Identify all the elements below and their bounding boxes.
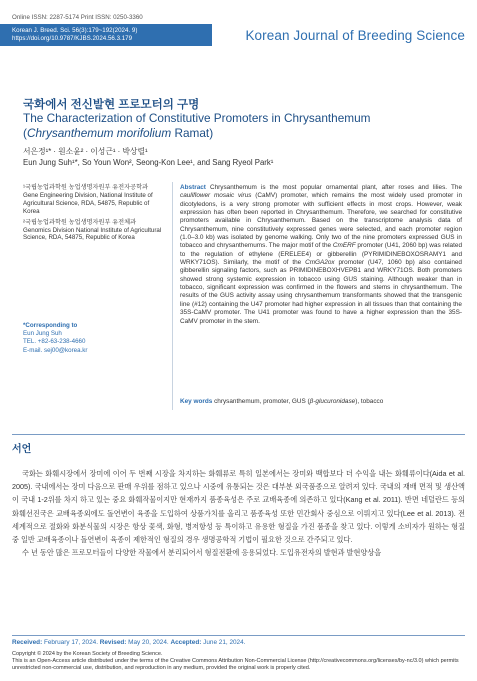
section-divider xyxy=(12,434,465,435)
abstract-italic-2: CmERF xyxy=(332,242,356,250)
introduction-body xyxy=(12,467,465,559)
abstract-text-3: promoter (U41, 2060 bp) was related to the regulation of ethylene (ERELEE4) or gibberellin (PYRIMIDINEBOXOSRAMY1 and WRKY71OS). Similarly, the motif of the xyxy=(180,242,463,267)
authors-korean: 서은정¹* · 원소윤² · 이성근¹ · 박상렬¹ xyxy=(23,147,148,156)
issn-line xyxy=(12,14,143,23)
correspondence-tel: TEL. +82-63-238-4660 xyxy=(23,338,86,346)
title-english-species: Chrysanthemum morifolium xyxy=(26,126,172,140)
title-korean: 국화에서 전신발현 프로모터의 구명 xyxy=(23,99,200,111)
keywords xyxy=(180,398,462,405)
correspondence-name: Eun Jung Suh xyxy=(23,330,62,338)
affiliations xyxy=(23,184,163,245)
keywords-text-2: ), tobacco xyxy=(355,398,384,405)
accepted-label: Accepted: xyxy=(170,639,202,646)
issn-text: Online ISSN: 2287-5174 Print ISSN: 0250-3360 xyxy=(12,14,143,21)
abstract-italic-1: cauliflower mosaic virus xyxy=(180,192,252,200)
correspondence xyxy=(23,322,163,355)
received-date: February 17, 2024. xyxy=(42,639,100,646)
body-paragraph-1: 국화는 화훼시장에서 장미에 이어 두 번째 시장을 차지하는 화훼류로 특히 일본에서는 장미와 백합보다 더 수익을 내는 화훼류이다(Aida et al. 2005). 국내에서는 장미 다음으로 판매 우위를 점하고 있으나 시중에 유통되는 것은 대부분 외국품종으로 알려져 있다. 국내의 재배 면적 및 생산액이 국내 1-2위를 차지 하고 있는 중요 화훼작물이지만 현재까지 품종육성은 주로 교배육종에 의존하고 있다(Kang et al. 2011). 반면 네덜란드 등의 화훼선진국은 교배육종외에도 돌연변이 육종을 도입하여 상품가치를 올리고 품종육성 또한 민간회사 중심으로 이뤄지고 있다(Lee et al. 2013). 전세계적으로 절화와 화분식물의 시장은 항상 꽃색, 화형, 병저항성 등 특이하고 유용한 형질을 가진 품종을 찾고 있다. 이렇게 소비자가 원하는 형질중 일반 교배육종이나 돌연변이 육종이 제한적인 형질의 경우 생명공학적 기법이 필요한 것으로 간주되고 있다. xyxy=(12,469,465,545)
correspondence-label: *Corresponding to xyxy=(23,322,78,329)
affiliation-2: ²국립농업과학원 농업생명자원부 유전체과 Genomics Division National Institute of Agricultural Science, RDA, 54875, Republic of Korea xyxy=(23,218,162,242)
copyright-notice xyxy=(12,651,465,671)
copyright-line-1: Copyright © 2024 by the Korean Society of Breeding Science. xyxy=(12,651,163,657)
keywords-text-1: chrysanthemum, promoter, GUS ( xyxy=(212,398,310,405)
abstract-text-2: (CaMV) promoter, which remains the most widely used promoter in dicotyledons, is a very strong promoter with sufficient effects in most crops. However, weak expression has often been reported in Chrysanthemum. Therefore, we searched for constitutive promoters available in Chrysanthemum. Based on the transcriptome analysis data of Chrysanthemum, nine constitutively expressed genes were selected, and each promoter region (1.0–3.0 kb) was isolated by genome walking. Only two of the nine promoters expressed GUS in tobacco and chrysanthemums. The major motif of the xyxy=(180,192,462,250)
accepted-date: June 21, 2024. xyxy=(201,639,246,646)
abstract-text-4: promoter (U47, 1060 bp) also contained gibberellin signaling factors, such as PRIMIDINEBOXHVEPB1 and WRKY71OS. Both promoters showed strong systemic expression in tobacco using GUS staining. Although weaker than in tobacco, significant expression was confirmed in the flowers and stems in chrysanthemum. The results of the GUS activity assay using chrysanthemum transformants showed that the transgenic line (#12) containing the U47 promoter had higher expression in all tissues than that containing the 35S-CaMV promoter. The U41 promoter was found to have a higher expression than the 35S-CaMV promoter in the stem. xyxy=(180,259,462,325)
section-title: 서언 xyxy=(12,444,32,455)
authors-english: Eun Jung Suh¹*, So Youn Won², Seong-Kon Lee¹, and Sang Ryeol Park¹ xyxy=(23,158,274,167)
body-paragraph-2: 수 년 동안 많은 프로모터들이 다양한 작물에서 분리되어서 형질전환에 응용되었다. 도입유전자의 발현과 발현양상을 xyxy=(22,548,382,558)
abstract-label: Abstract xyxy=(180,184,206,191)
title-english-prefix: The Characterization of Constitutive Promoters in Chrysanthemum ( xyxy=(23,111,371,140)
abstract-italic-3: CmGA2ox xyxy=(305,259,335,267)
title-english xyxy=(23,111,463,141)
journal-header xyxy=(0,0,477,54)
abstract xyxy=(180,184,462,326)
received-label: Received: xyxy=(12,639,43,646)
affiliation-1: ¹국립농업과학원 농업생명자원부 유전자공학과 Gene Engineering Division, National Institute of Agricultural Science, RDA, 54875, Republic of Korea xyxy=(23,184,153,215)
keywords-label: Key words xyxy=(180,398,213,405)
revised-label: Revised: xyxy=(99,639,127,646)
article-dates xyxy=(12,639,245,646)
citation-block xyxy=(12,27,137,43)
doi-link[interactable]: https://doi.org/10.9787/KJBS.2024.56.3.179 xyxy=(12,35,133,42)
license-text: This is an Open-Access article distributed under the terms of the Creative Commons Attribution Non-Commercial License (http://creativecommons.org/licenses/by-nc/3.0) which permits unrestricted non-commercial use, distribution, and reproduction in any medium, provided the original work is properly cited. xyxy=(12,657,459,671)
title-english-suffix: Ramat) xyxy=(171,126,214,140)
revised-date: May 20, 2024. xyxy=(126,639,171,646)
correspondence-email[interactable]: E-mail. sej00@korea.kr xyxy=(23,346,88,354)
keywords-italic: β-glucuronidase xyxy=(309,398,356,405)
abstract-text-1: Chrysanthemum is the most popular ornamental plant, after roses and lilies. The xyxy=(205,184,462,191)
citation-text: Korean J. Breed. Sci. 56(3):179~192(2024. 9) xyxy=(12,27,138,34)
journal-name: Korean Journal of Breeding Science xyxy=(245,28,465,43)
footer-divider xyxy=(12,635,465,636)
column-divider xyxy=(172,182,173,410)
